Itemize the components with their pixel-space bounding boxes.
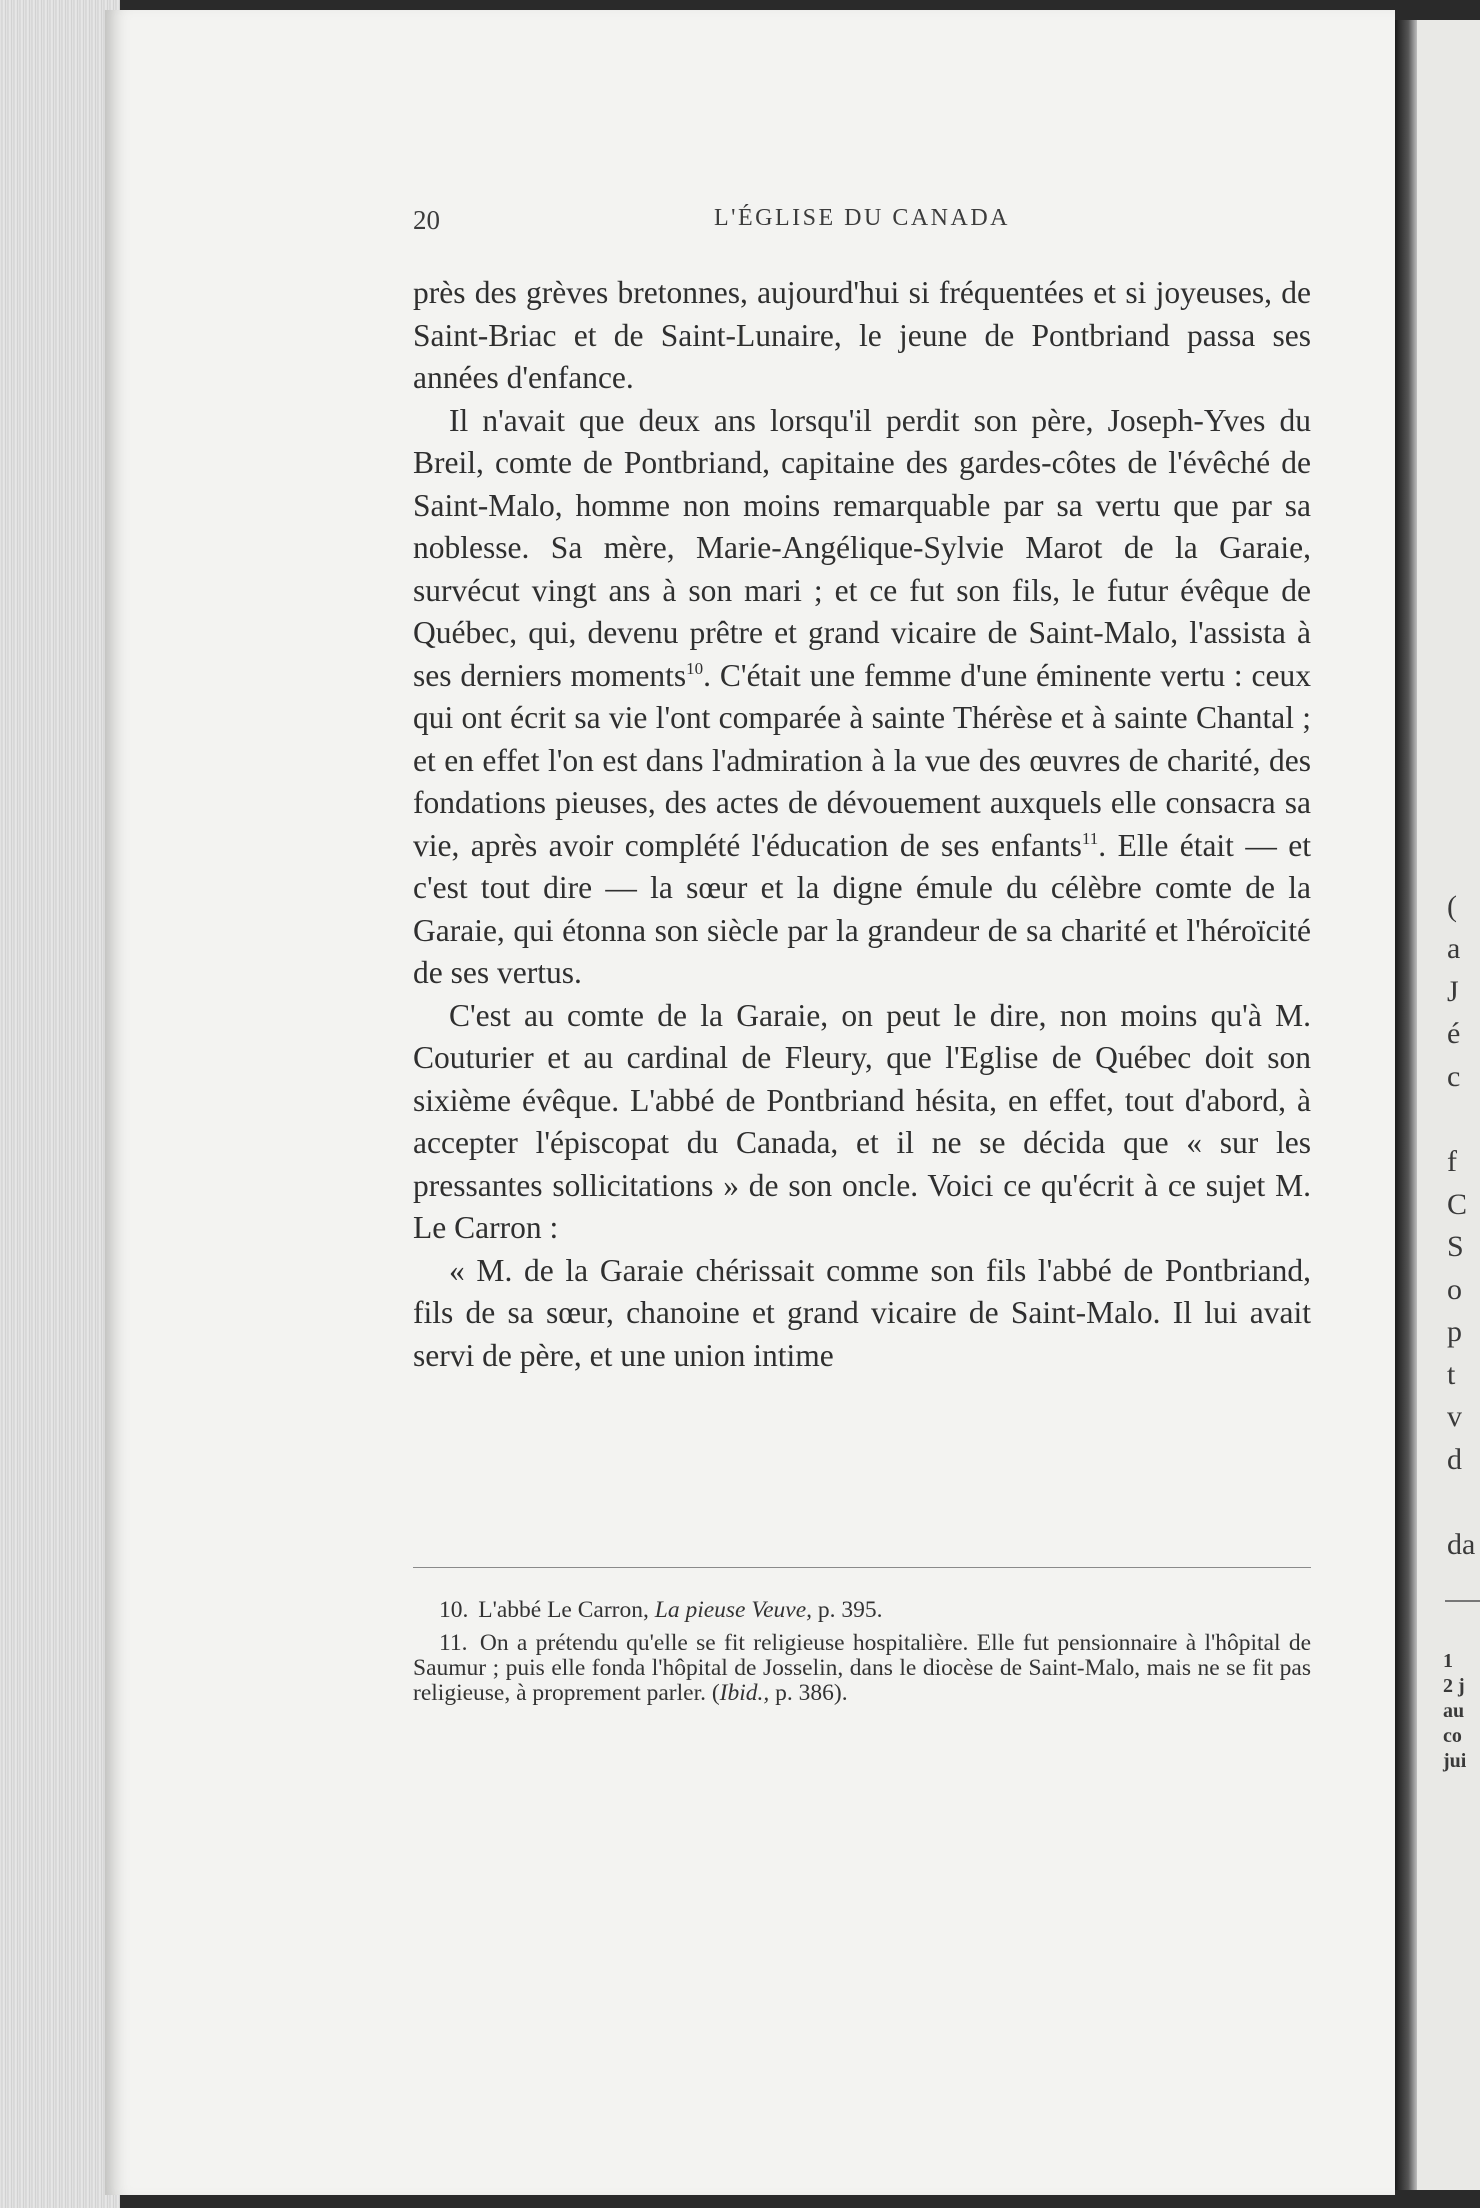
quotation-paragraph: « M. de la Garaie chérissait comme son fils l'abbé de Pontbriand, fils de sa sœur, chanoine et grand vicaire de Saint-Malo. Il lui avait servi de père, et une union intime	[413, 1252, 1311, 1373]
facing-fragment: t	[1447, 1358, 1456, 1391]
main-text	[413, 272, 1311, 1377]
paragraph-text: . Elle était — et c'est tout dire — la sœur et la digne émule du célèbre comte de la Garaie, qui étonna son siècle par la grandeur de sa charité et l'héroïcité de ses vertus.	[413, 827, 1311, 990]
facing-fragment: f	[1447, 1145, 1457, 1178]
facing-footnote-rule	[1445, 1600, 1480, 1602]
facing-fragment: S	[1447, 1230, 1464, 1263]
facing-fragment: c	[1447, 1060, 1461, 1093]
facing-fragment: d	[1447, 1443, 1462, 1476]
footnote-text: p. 386).	[775, 1680, 848, 1706]
facing-note-fragment: au	[1443, 1700, 1465, 1722]
footnote-number: 10.	[439, 1597, 469, 1623]
facing-fragment: C	[1447, 1188, 1468, 1221]
facing-fragment: é	[1447, 1017, 1461, 1050]
facing-fragment: (	[1447, 890, 1457, 923]
facing-fragment: da	[1447, 1528, 1476, 1561]
footnote-text: L'abbé Le Carron,	[478, 1597, 649, 1623]
footnotes	[413, 1598, 1311, 1714]
facing-fragment: p	[1447, 1315, 1462, 1348]
paragraph: C'est au comte de la Garaie, on peut le dire, non moins qu'à M. Couturier et au cardinal de Fleury, que l'Eglise de Québec doit son sixième évêque. L'abbé de Pontbriand hésita, en effet, tout d'abord, à accepter l'épiscopat du Canada, et il ne se décida que « sur les pressantes sollicitations » de son oncle. Voici ce qu'écrit à ce sujet M. Le Carron :	[413, 997, 1311, 1245]
page-stack-edges	[0, 0, 120, 2208]
footnote-10	[413, 1598, 1311, 1623]
footnote-rule	[413, 1567, 1311, 1568]
facing-note-fragment: co	[1443, 1725, 1462, 1747]
facing-note-fragment: 1	[1443, 1650, 1453, 1672]
cited-title: La pieuse Veuve,	[654, 1597, 813, 1623]
running-header	[413, 205, 1311, 235]
paragraph	[413, 400, 1311, 995]
paragraph: près des grèves bretonnes, aujourd'hui si fréquentées et si joyeuses, de Saint-Briac et de Saint-Lunaire, le jeune de Pontbriand passa ses années d'enfance.	[413, 275, 1311, 395]
paragraph-text: . C'était une femme d'une éminente vertu : ceux qui ont écrit sa vie l'ont comparée à sainte Thérèse et à sainte Chantal ; et en effet l'on est dans l'admiration à la vue des œuvres de charité, des fondations pieuses, des actes de dévouement auxquels elle consacra sa vie, après avoir complété l'éducation de ses enfants	[413, 657, 1311, 863]
footnote-ref: 10	[686, 658, 704, 678]
facing-page-edge	[1395, 20, 1480, 2190]
running-title: L'ÉGLISE DU CANADA	[714, 205, 1010, 231]
facing-fragment: v	[1447, 1400, 1462, 1433]
paragraph-text: Il n'avait que deux ans lorsqu'il perdit son père, Joseph-Yves du Breil, comte de Pontbriand, capitaine des gardes-côtes de l'évêché de Saint-Malo, homme non moins remarquable par sa vertu que par sa noblesse. Sa mère, Marie-Angélique-Sylvie Marot de la Garaie, survécut vingt ans à son mari ; et ce fut son fils, le futur évêque de Québec, qui, devenu prêtre et grand vicaire de Saint-Malo, l'assista à ses derniers moments	[413, 402, 1311, 693]
footnote-text: p. 395.	[817, 1597, 883, 1623]
facing-note-fragment: jui	[1443, 1750, 1467, 1772]
footnote-number: 11.	[439, 1630, 468, 1656]
page-number: 20	[413, 205, 440, 235]
facing-fragment: J	[1447, 975, 1459, 1008]
footnote-11	[413, 1631, 1311, 1706]
facing-fragment: o	[1447, 1273, 1462, 1306]
footnote-text: On a prétendu qu'elle se fit religieuse hospitalière. Elle fut pensionnaire à l'hôpital de Saumur ; puis elle fonda l'hôpital de Josselin, dans le diocèse de Saint-Malo, mais ne se fit pas religieuse, à proprement parler. (	[413, 1630, 1311, 1706]
footnote-ref: 11	[1081, 828, 1099, 848]
facing-fragment: a	[1447, 932, 1461, 965]
book-gutter	[1395, 20, 1417, 2190]
facing-note-fragment: 2 j	[1443, 1675, 1465, 1697]
ibid-reference: Ibid.,	[719, 1680, 770, 1706]
